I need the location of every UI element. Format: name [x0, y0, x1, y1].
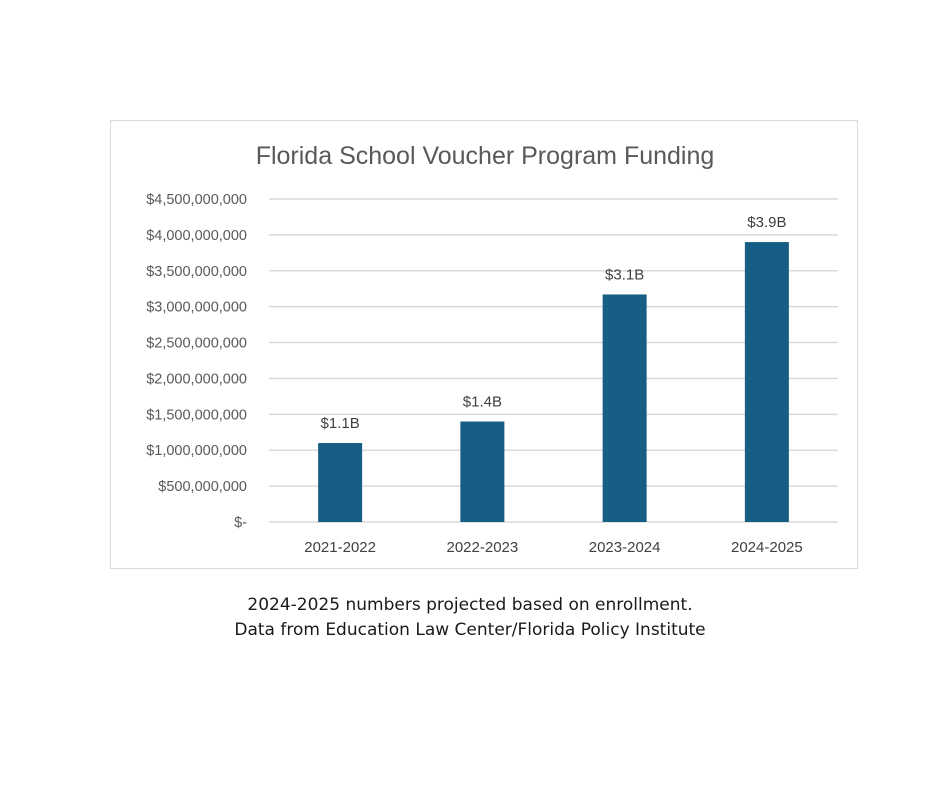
- data-label: $1.4B: [462, 393, 502, 411]
- chart-title: Florida School Voucher Program Funding: [255, 142, 715, 170]
- x-axis-tick-labels: [304, 539, 802, 556]
- y-tick-label: $1,000,000,000: [146, 443, 247, 460]
- y-tick-label: $3,500,000,000: [146, 263, 247, 280]
- bar: [460, 422, 504, 522]
- y-tick-label: $500,000,000: [158, 479, 247, 496]
- y-tick-label: $-: [234, 515, 247, 531]
- y-tick-label: $3,000,000,000: [146, 299, 247, 316]
- y-tick-label: $4,000,000,000: [146, 227, 247, 244]
- x-tick-label: 2024-2025: [731, 539, 803, 556]
- chart-frame: [110, 120, 858, 569]
- data-labels: [321, 214, 787, 432]
- y-axis-tick-labels: [146, 192, 247, 531]
- bar: [603, 294, 647, 522]
- y-tick-label: $2,500,000,000: [146, 335, 247, 352]
- x-tick-label: 2021-2022: [304, 539, 376, 556]
- bar: [745, 242, 789, 522]
- data-label: $3.1B: [605, 266, 645, 284]
- bar-chart: [111, 121, 859, 570]
- data-label: $1.1B: [320, 415, 360, 433]
- caption-line-2: Data from Education Law Center/Florida Policy Institute: [234, 620, 706, 640]
- y-tick-label: $1,500,000,000: [146, 407, 247, 424]
- bars: [318, 242, 789, 522]
- y-tick-label: $4,500,000,000: [146, 192, 247, 208]
- data-label: $3.9B: [747, 214, 787, 232]
- caption-line-1: 2024-2025 numbers projected based on enrollment.: [247, 595, 693, 615]
- x-tick-label: 2023-2024: [588, 539, 661, 556]
- y-tick-label: $2,000,000,000: [146, 371, 247, 388]
- x-tick-label: 2022-2023: [446, 539, 519, 556]
- bar: [318, 443, 362, 522]
